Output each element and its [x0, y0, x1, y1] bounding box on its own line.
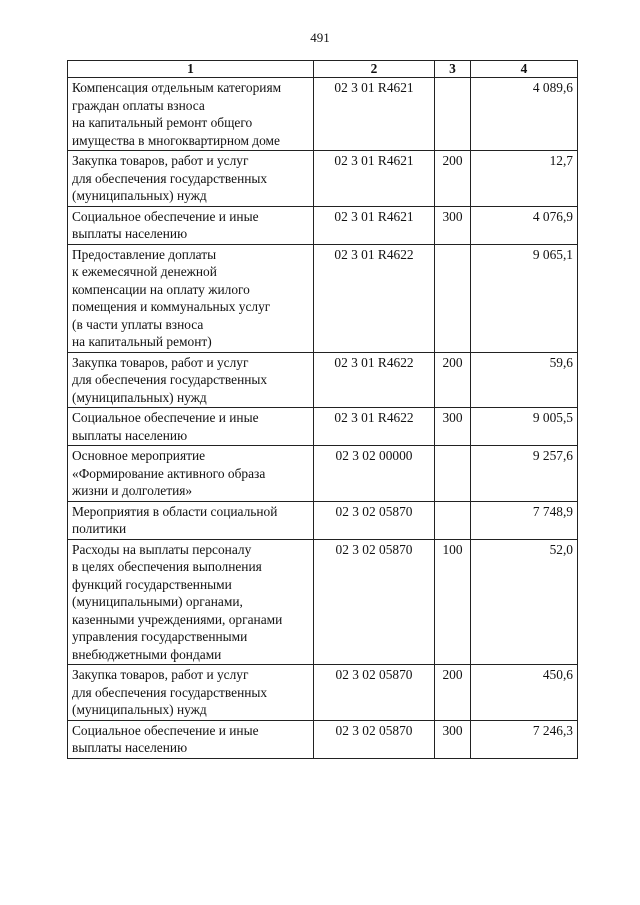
expense-type-cell [435, 244, 471, 352]
amount-cell: 59,6 [471, 352, 578, 408]
column-header-2: 2 [314, 61, 435, 78]
expense-type-cell: 300 [435, 408, 471, 446]
budget-table [67, 60, 578, 759]
expense-type-cell [435, 501, 471, 539]
column-header-4: 4 [471, 61, 578, 78]
page-number: 491 [310, 30, 330, 45]
amount-cell: 7 748,9 [471, 501, 578, 539]
expense-name-cell: Социальное обеспечение и иные выплаты населению [68, 408, 314, 446]
amount-cell: 52,0 [471, 539, 578, 665]
budget-code-cell: 02 3 01 R4621 [314, 78, 435, 151]
amount-cell: 4 076,9 [471, 206, 578, 244]
table-row [68, 539, 578, 665]
amount-cell: 9 065,1 [471, 244, 578, 352]
expense-type-cell: 200 [435, 665, 471, 721]
budget-code-cell: 02 3 02 00000 [314, 446, 435, 502]
expense-type-cell [435, 446, 471, 502]
expense-name-cell: Расходы на выплаты персоналу в целях обеспечения выполнения функций государственными (муниципальными) органами, казенными учреждениями, органами управления государственными внебюджетными фондами [68, 539, 314, 665]
table-row [68, 665, 578, 721]
budget-code-cell: 02 3 01 R4621 [314, 206, 435, 244]
table-row [68, 151, 578, 207]
expense-name-cell: Мероприятия в области социальной политики [68, 501, 314, 539]
budget-code-cell: 02 3 02 05870 [314, 720, 435, 758]
expense-type-cell: 200 [435, 151, 471, 207]
expense-name-cell: Предоставление доплаты к ежемесячной денежной компенсации на оплату жилого помещения и коммунальных услуг (в части уплаты взноса на капитальный ремонт) [68, 244, 314, 352]
table-row [68, 244, 578, 352]
table-row [68, 446, 578, 502]
expense-name-cell: Закупка товаров, работ и услуг для обеспечения государственных (муниципальных) нужд [68, 151, 314, 207]
table-row [68, 720, 578, 758]
table-row [68, 206, 578, 244]
table-row [68, 78, 578, 151]
expense-type-cell: 200 [435, 352, 471, 408]
budget-code-cell: 02 3 02 05870 [314, 501, 435, 539]
expense-name-cell: Закупка товаров, работ и услуг для обеспечения государственных (муниципальных) нужд [68, 352, 314, 408]
expense-name-cell: Основное мероприятие «Формирование активного образа жизни и долголетия» [68, 446, 314, 502]
budget-code-cell: 02 3 01 R4622 [314, 408, 435, 446]
expense-name-cell: Компенсация отдельным категориям граждан оплаты взноса на капитальный ремонт общего имущества в многоквартирном доме [68, 78, 314, 151]
budget-code-cell: 02 3 02 05870 [314, 665, 435, 721]
table-row [68, 352, 578, 408]
amount-cell: 9 257,6 [471, 446, 578, 502]
column-header-1: 1 [68, 61, 314, 78]
column-header-3: 3 [435, 61, 471, 78]
expense-name-cell: Социальное обеспечение и иные выплаты населению [68, 206, 314, 244]
table-row [68, 408, 578, 446]
amount-cell: 9 005,5 [471, 408, 578, 446]
amount-cell: 12,7 [471, 151, 578, 207]
expense-name-cell: Социальное обеспечение и иные выплаты населению [68, 720, 314, 758]
amount-cell: 7 246,3 [471, 720, 578, 758]
budget-code-cell: 02 3 01 R4622 [314, 244, 435, 352]
expense-type-cell [435, 78, 471, 151]
budget-code-cell: 02 3 02 05870 [314, 539, 435, 665]
table-row [68, 501, 578, 539]
header-row [68, 61, 578, 78]
expense-type-cell: 300 [435, 206, 471, 244]
expense-type-cell: 300 [435, 720, 471, 758]
expense-type-cell: 100 [435, 539, 471, 665]
amount-cell: 4 089,6 [471, 78, 578, 151]
expense-name-cell: Закупка товаров, работ и услуг для обеспечения государственных (муниципальных) нужд [68, 665, 314, 721]
amount-cell: 450,6 [471, 665, 578, 721]
budget-code-cell: 02 3 01 R4621 [314, 151, 435, 207]
budget-code-cell: 02 3 01 R4622 [314, 352, 435, 408]
